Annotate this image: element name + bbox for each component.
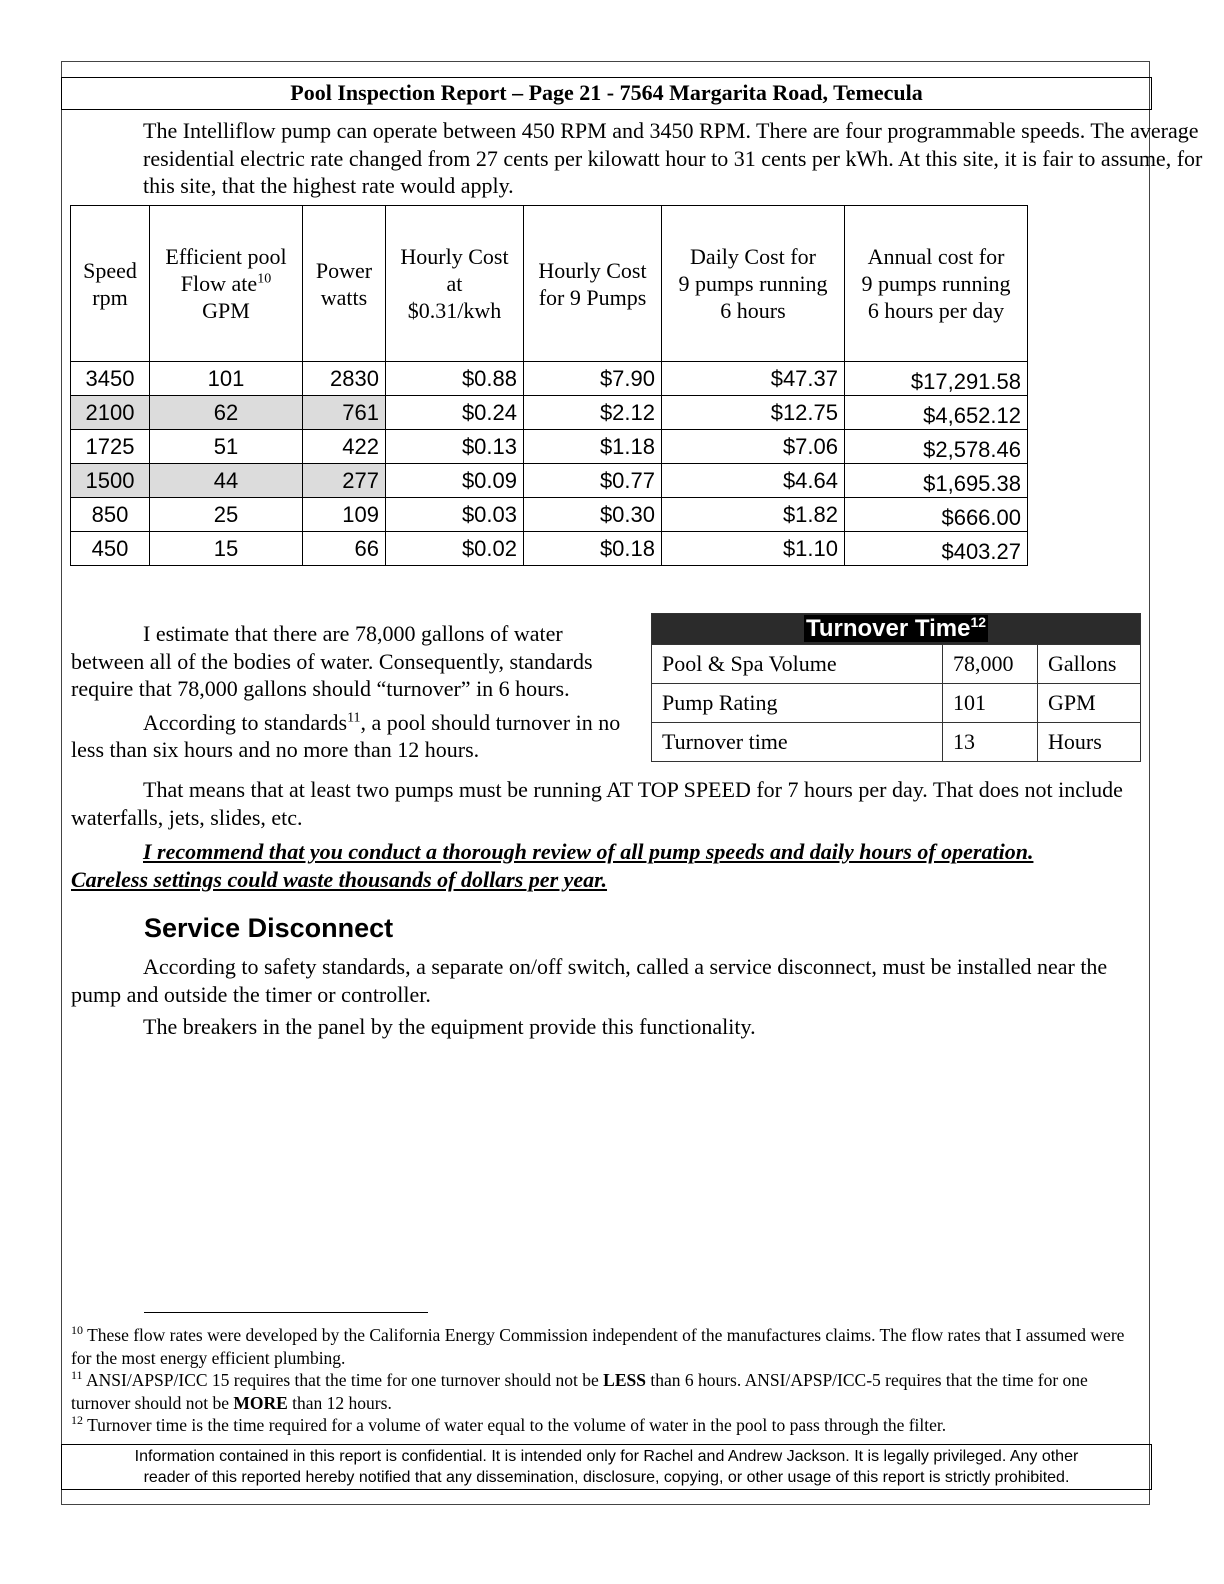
header-hourly9-line2: for 9 Pumps — [538, 284, 647, 310]
turnover-label: Pump Rating — [652, 684, 943, 723]
pump-cost-table — [70, 205, 1028, 566]
recommendation-line2: Careless settings could waste thousands of dollars per year. — [71, 866, 608, 892]
header-annual-line2: 9 pumps running — [861, 271, 1011, 296]
cell-annual: $1,695.38 — [845, 464, 1028, 498]
service-paragraph-2: The breakers in the panel by the equipment provide this functionality. — [143, 1014, 756, 1039]
estimate-paragraph-1: I estimate that there are 78,000 gallons of water between all of the bodies of water. Consequently, standards require that 78,000 gallons should “turnover” in 6 hours. — [71, 621, 593, 701]
turnover-label: Pool & Spa Volume — [652, 645, 943, 684]
cell-daily: $1.10 — [662, 532, 845, 566]
turnover-unit: Gallons — [1038, 645, 1141, 684]
footer-line1: Information contained in this report is confidential. It is intended only for Rachel and Andrew Jackson. It is legally privileged. Any other — [134, 1448, 1079, 1465]
cell-speed: 850 — [71, 498, 150, 532]
footnote-ref-12[interactable]: 12 — [970, 614, 987, 630]
cell-speed: 3450 — [71, 362, 150, 396]
table-row — [71, 362, 1028, 396]
footnote-11-number: 11 — [71, 1368, 83, 1383]
header-annual-cost — [845, 206, 1028, 362]
cell-power: 66 — [303, 532, 386, 566]
footnote-11-text-a: ANSI/APSP/ICC 15 requires that the time for one turnover should not be — [85, 1370, 604, 1390]
header-daily-line2: 9 pumps running — [678, 271, 828, 296]
cell-hourly: $0.24 — [386, 396, 524, 430]
turnover-header-row — [652, 614, 1141, 645]
footnote-12-number: 12 — [71, 1413, 83, 1428]
turnover-row — [652, 684, 1141, 723]
cell-speed: 1500 — [71, 464, 150, 498]
intro-paragraph — [71, 117, 1203, 200]
footnote-ref-10[interactable]: 10 — [257, 271, 272, 287]
header-flow-line2: Flow ate — [180, 271, 258, 296]
estimate-p2-start: According to standards — [143, 709, 348, 735]
service-paragraph-1: According to safety standards, a separate on/off switch, called a service disconnect, must be installed near the pump and outside the timer or controller. — [71, 954, 1108, 1007]
footnote-10-number: 10 — [71, 1323, 83, 1338]
cell-hourly9: $0.18 — [524, 532, 662, 566]
header-speed-line2: rpm — [92, 284, 128, 310]
cell-daily: $4.64 — [662, 464, 845, 498]
header-power-line2: watts — [320, 284, 368, 310]
turnover-row — [652, 723, 1141, 762]
header-speed — [71, 206, 150, 362]
cell-annual: $666.00 — [845, 498, 1028, 532]
footnote-12-text: Turnover time is the time required for a volume of water equal to the volume of water in the pool to pass through the filter. — [87, 1415, 947, 1435]
cell-power: 2830 — [303, 362, 386, 396]
cell-speed: 1725 — [71, 430, 150, 464]
footnote-ref-11[interactable]: 11 — [347, 710, 361, 726]
table-row — [71, 464, 1028, 498]
header-hourly-cost — [386, 206, 524, 362]
header-power-line1: Power — [315, 257, 373, 283]
header-annual-line3: 6 hours per day — [867, 298, 1005, 323]
cell-annual: $403.27 — [845, 532, 1028, 566]
header-hourly-cost-9 — [524, 206, 662, 362]
footnote-10 — [71, 1324, 1146, 1369]
cell-flow: 51 — [150, 430, 303, 464]
cell-annual: $4,652.12 — [845, 396, 1028, 430]
estimate-block — [71, 620, 641, 764]
cell-annual: $17,291.58 — [845, 362, 1028, 396]
confidentiality-footer — [61, 1444, 1152, 1490]
footnote-11-text-e: than 12 hours. — [287, 1392, 392, 1413]
turnover-header — [652, 614, 1141, 645]
cell-flow: 15 — [150, 532, 303, 566]
turnover-unit: GPM — [1038, 684, 1141, 723]
header-daily-line1: Daily Cost for — [690, 244, 816, 269]
recommendation-line1: I recommend that you conduct a thorough review of all pump speeds and daily hours of operation. — [143, 839, 1034, 864]
cell-power: 422 — [303, 430, 386, 464]
cell-hourly: $0.88 — [386, 362, 524, 396]
footnote-11-text-c: than 6 hours. ANSI/APSP/ICC-5 requires that the time for one turnover should not be — [71, 1370, 1088, 1413]
header-daily-cost — [662, 206, 845, 362]
recommendation — [71, 838, 1151, 893]
cell-daily: $47.37 — [662, 362, 845, 396]
cell-daily: $12.75 — [662, 396, 845, 430]
cell-annual: $2,578.46 — [845, 430, 1028, 464]
cell-flow: 44 — [150, 464, 303, 498]
header-hourly-line2: at — [446, 271, 463, 296]
cell-daily: $1.82 — [662, 498, 845, 532]
header-daily-line3: 6 hours — [720, 298, 786, 323]
cell-hourly9: $0.30 — [524, 498, 662, 532]
cell-power: 277 — [303, 464, 386, 498]
table-row — [71, 498, 1028, 532]
turnover-label: Turnover time — [652, 723, 943, 762]
turnover-unit: Hours — [1038, 723, 1141, 762]
turnover-value: 78,000 — [943, 645, 1038, 684]
header-speed-line1: Speed — [83, 257, 137, 283]
service-block — [71, 953, 1146, 1041]
estimate-paragraph-2 — [71, 709, 641, 764]
cell-flow: 101 — [150, 362, 303, 396]
cell-power: 761 — [303, 396, 386, 430]
header-power — [303, 206, 386, 362]
header-annual-line1: Annual cost for — [867, 244, 1005, 269]
cell-power: 109 — [303, 498, 386, 532]
table-row — [71, 532, 1028, 566]
cell-hourly9: $0.77 — [524, 464, 662, 498]
cell-hourly: $0.03 — [386, 498, 524, 532]
table-header-row — [71, 206, 1028, 362]
header-hourly-line3: $0.31/kwh — [407, 298, 502, 323]
header-flow-line1: Efficient pool — [165, 244, 287, 269]
cell-hourly: $0.09 — [386, 464, 524, 498]
cell-hourly9: $2.12 — [524, 396, 662, 430]
cell-daily: $7.06 — [662, 430, 845, 464]
footnote-12 — [71, 1414, 1146, 1437]
footnote-10-text: These flow rates were developed by the California Energy Commission independent of the manufactures claims. The flow rates that I assumed were for the most energy efficient plumbing. — [71, 1325, 1125, 1368]
cell-speed: 2100 — [71, 396, 150, 430]
table-row — [71, 430, 1028, 464]
turnover-title-text: Turnover Time — [805, 615, 971, 642]
footer-line2: reader of this reported hereby notified that any dissemination, disclosure, copying, or other usage of this report is strictly prohibited. — [143, 1469, 1070, 1486]
cell-flow: 25 — [150, 498, 303, 532]
table-row — [71, 396, 1028, 430]
header-flow-line3: GPM — [202, 298, 250, 323]
footnote-separator — [144, 1312, 428, 1313]
section-heading-service-disconnect: Service Disconnect — [144, 913, 394, 943]
turnover-row — [652, 645, 1141, 684]
cell-hourly9: $7.90 — [524, 362, 662, 396]
intro-text: The Intelliflow pump can operate between 450 RPM and 3450 RPM. There are four programmable speeds. The average residential electric rate changed from 27 cents per kilowatt hour to 31 cents per kWh. At this site, it is fair to assume, for this site, that the highest rate would apply. — [143, 118, 1203, 198]
header-flow — [150, 206, 303, 362]
footnote-11-more: MORE — [233, 1392, 288, 1413]
turnover-time-table — [651, 613, 1141, 762]
footnote-11 — [71, 1369, 1146, 1414]
turnover-title — [804, 615, 988, 642]
cell-speed: 450 — [71, 532, 150, 566]
header-hourly-line1: Hourly Cost — [400, 244, 509, 269]
means-paragraph: That means that at least two pumps must be running AT TOP SPEED for 7 hours per day. That does not include waterfalls, jets, slides, etc. — [71, 777, 1123, 830]
header-hourly9-line1: Hourly Cost — [538, 257, 647, 283]
cell-hourly: $0.02 — [386, 532, 524, 566]
turnover-value: 13 — [943, 723, 1038, 762]
cell-hourly: $0.13 — [386, 430, 524, 464]
page-header — [61, 77, 1152, 110]
turnover-value: 101 — [943, 684, 1038, 723]
footnote-11-less: LESS — [603, 1370, 646, 1390]
cell-hourly9: $1.18 — [524, 430, 662, 464]
cell-flow: 62 — [150, 396, 303, 430]
page-title: Pool Inspection Report – Page 21 - 7564 Margarita Road, Temecula — [290, 80, 923, 105]
estimate-p2-end: , a pool should turnover in no less than six hours and no more than 12 hours. — [71, 709, 621, 762]
